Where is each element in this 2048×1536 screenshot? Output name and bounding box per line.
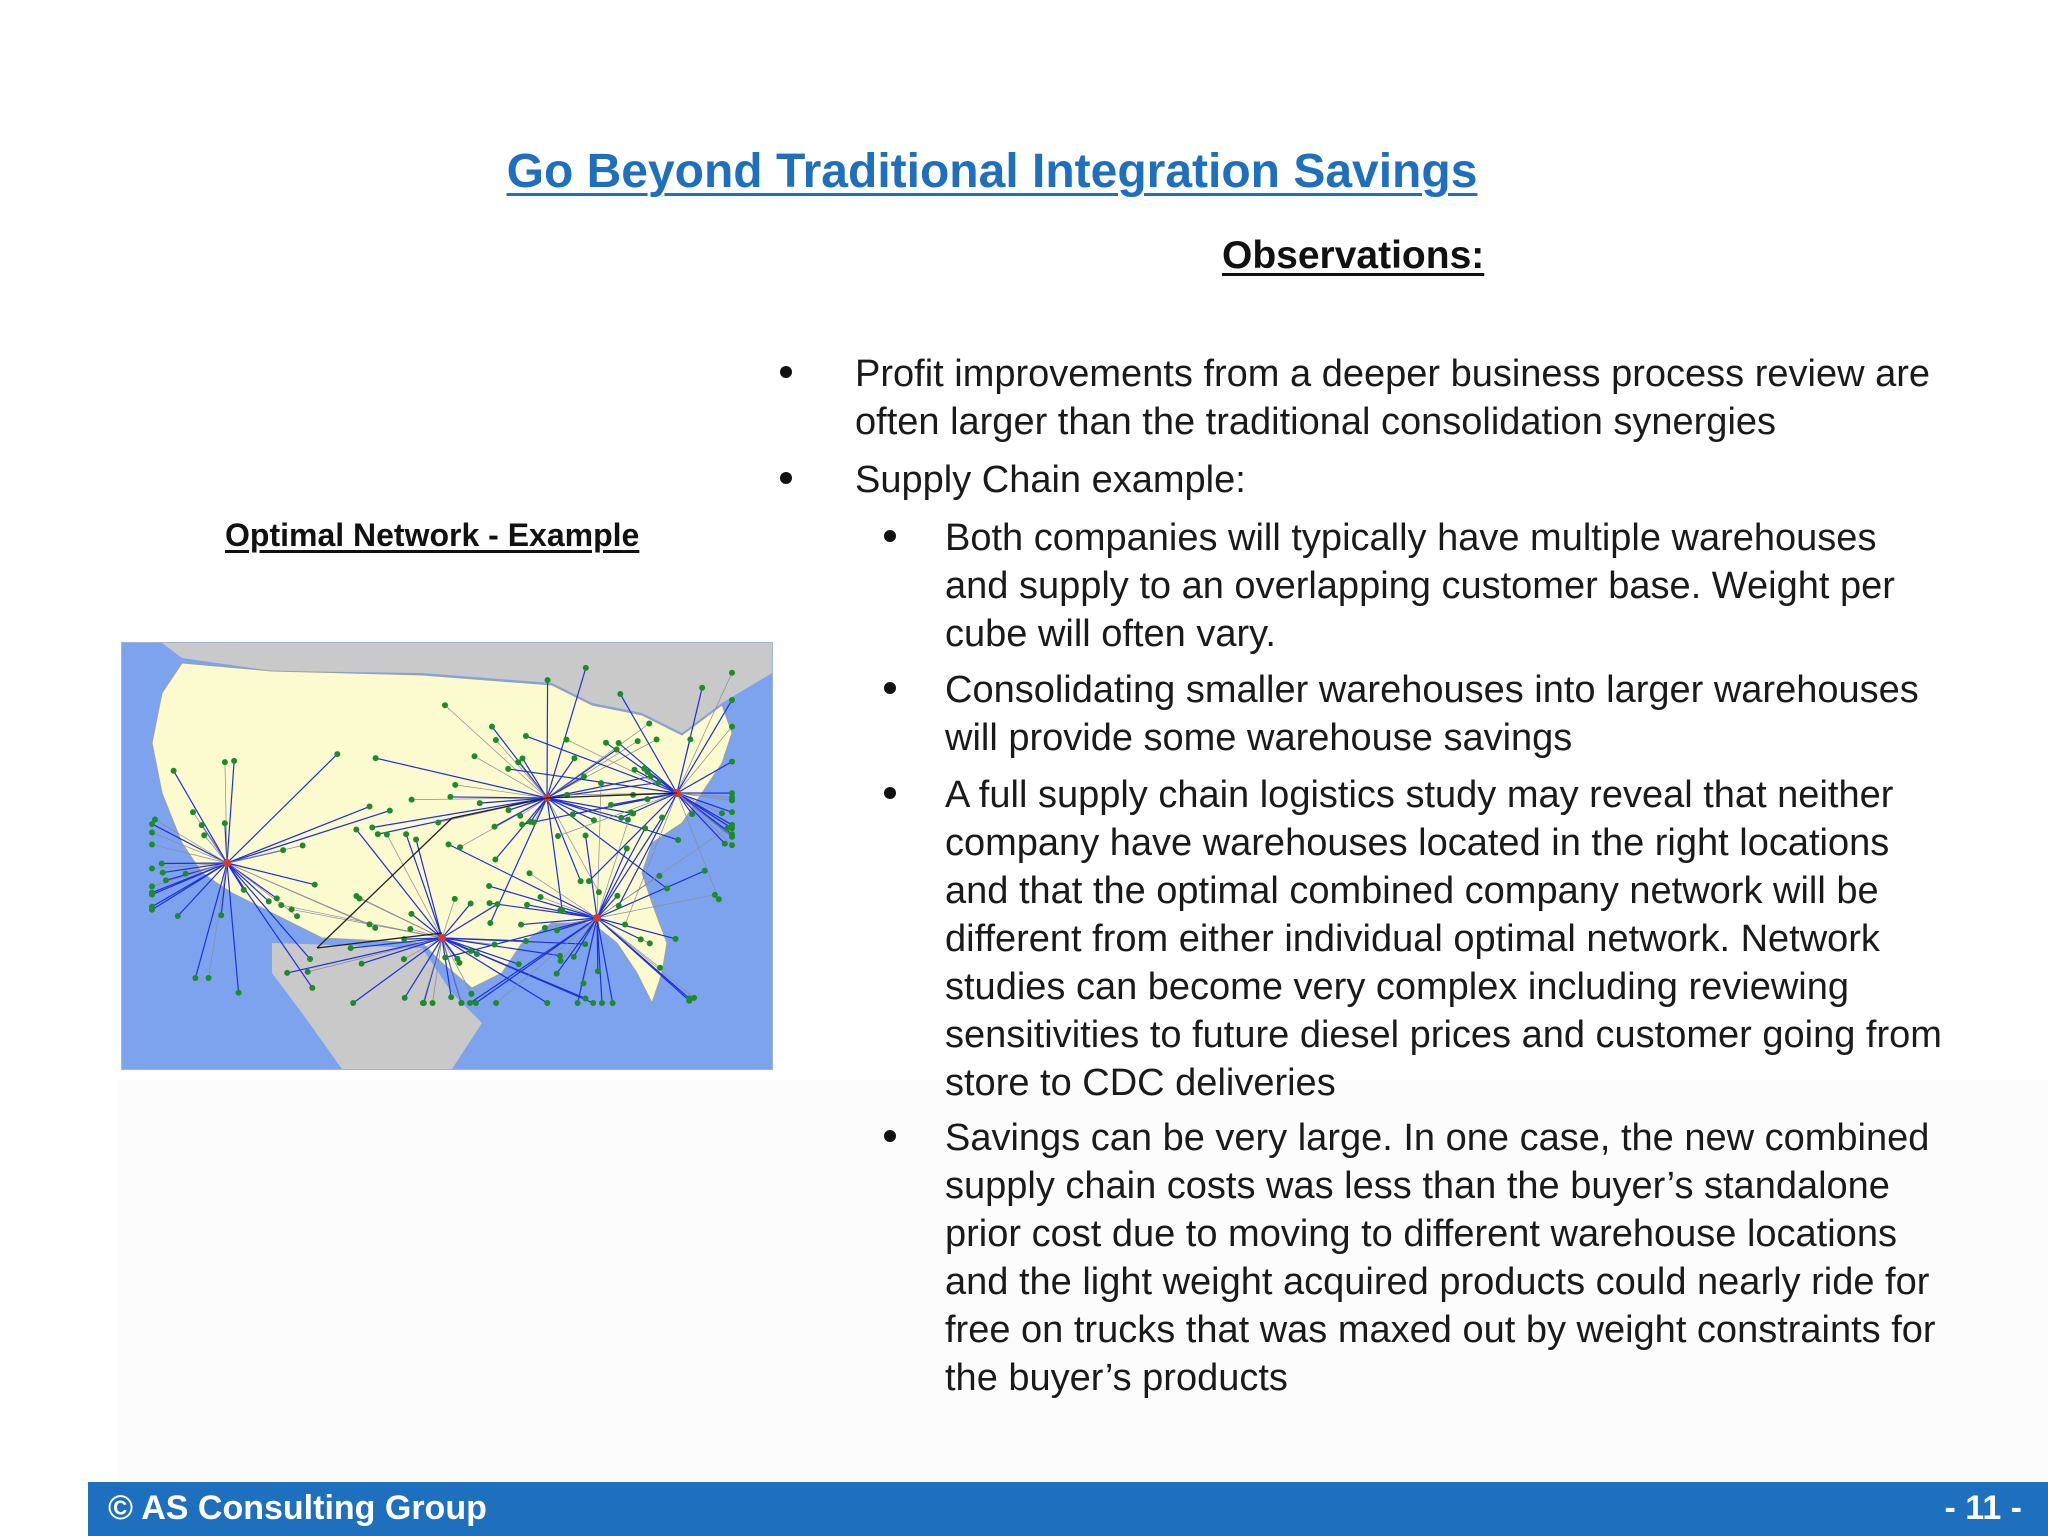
customer-point [367,804,373,810]
customer-point [149,841,155,847]
customer-point [644,796,650,802]
copyright-text: © AS Consulting Group [108,1489,487,1527]
bullet-item: Profit improvements from a deeper business process review are often larger than the traditional consolidation synergies [855,353,1931,443]
customer-point [493,737,499,743]
customer-point [603,740,609,746]
customer-point [575,1000,581,1006]
customer-point [729,670,735,676]
customer-point [435,820,441,826]
customer-point [625,817,631,823]
customer-point [493,1000,499,1006]
customer-point [300,842,306,848]
customer-point [457,844,463,850]
customer-point [583,832,589,838]
customer-point [538,894,544,900]
customer-point [673,936,679,942]
page-number: - 11 - [1944,1489,2022,1527]
customer-point [523,938,529,944]
customer-point [160,870,166,876]
customer-point [403,831,409,837]
customer-point [608,802,614,808]
customer-point [294,913,300,919]
bullet-dot [780,472,792,484]
customer-point [506,807,512,813]
customer-point [687,736,693,742]
sub-bullet-dot [884,1130,896,1142]
customer-point [729,825,735,831]
customer-point [563,737,569,743]
customer-point [430,1000,436,1006]
customer-point [719,810,725,816]
warehouse-point [223,859,231,867]
customer-point [555,833,561,839]
customer-point [494,901,500,907]
customer-point [284,970,290,976]
customer-point [716,896,722,902]
warehouse-point [593,914,601,922]
customer-point [647,940,653,946]
customer-point [554,971,560,977]
customer-point [722,841,728,847]
customer-point [369,824,375,830]
customer-point [524,902,530,908]
customer-point [278,902,284,908]
customer-point [373,755,379,761]
sub-bullet-item: A full supply chain logistics study may reveal that neither company have warehouses located in the right locations and that the optimal combined company network will be different from either individual optimal network. Network studies can become very complex including reviewing sensitivities to future diesel prices and customer going from store to CDC deliveries [945,774,1942,1104]
customer-point [159,860,165,866]
customer-point [686,995,692,1001]
customer-point [554,927,560,933]
customer-point [274,895,280,901]
customer-point [149,907,155,913]
customer-point [558,958,564,964]
customer-point [492,856,498,862]
observations-heading: Observations: [1222,234,1485,277]
customer-point [699,685,705,691]
customer-point [471,753,477,759]
customer-point [468,991,474,997]
customer-point [474,951,480,957]
customer-point [387,808,393,814]
sub-bullet-item: Consolidating smaller warehouses into larger warehouses will provide some warehouse savings [945,669,1919,759]
customer-point [664,885,670,891]
customer-point [407,926,413,932]
customer-point [614,893,620,899]
customer-point [454,956,460,962]
customer-point [622,921,628,927]
customer-point [468,948,474,954]
customer-point [442,702,448,708]
customer-point [586,878,592,884]
customer-point [654,737,660,743]
bullet-dot [780,366,792,378]
customer-point [545,677,551,683]
customer-point [527,819,533,825]
customer-point [190,809,196,815]
customer-point [492,824,498,830]
customer-point [359,961,365,967]
customer-point [468,900,474,906]
customer-point [505,766,511,772]
customer-point [582,941,588,947]
customer-point [616,903,622,909]
customer-point [581,774,587,780]
customer-point [489,724,495,730]
customer-point [689,811,695,817]
map-caption: Optimal Network - Example [225,517,640,553]
customer-point [266,898,272,904]
customer-point [305,969,311,975]
customer-point [624,846,630,852]
customer-point [350,1000,356,1006]
customer-point [171,768,177,774]
bullet-item: Supply Chain example: [855,459,1246,501]
customer-point [656,780,662,786]
customer-point [517,813,523,819]
customer-point [289,906,295,912]
customer-point [702,868,708,874]
sub-bullet-item: Savings can be very large. In one case, the new combined supply chain costs was less than the buyer’s standalone prior cost due to moving to different warehouse locations and the light weight acquired products could nearly ride for free on trucks that was maxed out by weight constraints for the buyer’s products [945,1117,1936,1399]
customer-point [518,922,524,928]
customer-point [307,956,313,962]
customer-point [236,990,242,996]
customer-point [199,822,205,828]
customer-point [218,912,224,918]
customer-point [616,740,622,746]
customer-point [657,965,663,971]
customer-point [628,810,634,816]
customer-point [413,836,419,842]
customer-point [591,817,597,823]
customer-point [231,758,237,764]
customer-point [348,945,354,951]
customer-point [598,780,604,786]
customer-point [571,755,577,761]
route-line [547,680,548,798]
customer-point [571,954,577,960]
customer-point [420,1000,426,1006]
customer-point [477,800,483,806]
customer-point [557,953,563,959]
customer-point [487,900,493,906]
customer-point [580,980,586,986]
sub-bullet-dot [884,682,896,694]
customer-point [401,956,407,962]
customer-point [149,883,155,889]
customer-point [614,746,620,752]
customer-point [149,865,155,871]
customer-point [448,994,454,1000]
customer-point [523,733,529,739]
customer-point [192,975,198,981]
sub-bullet-item: Both companies will typically have multiple warehouses and supply to an overlapping customer base. Weight per cube will often vary. [945,517,1895,655]
customer-point [467,1000,473,1006]
customer-point [452,896,458,902]
customer-point [241,887,247,893]
customer-point [201,832,207,838]
customer-point [372,925,378,931]
customer-point [582,995,588,1001]
warehouse-point [438,934,446,942]
customer-point [516,961,522,967]
customer-point [309,985,315,991]
customer-point [445,841,451,847]
customer-point [408,911,414,917]
customer-point [163,877,169,883]
customer-point [375,831,381,837]
customer-point [222,820,228,826]
customer-point [527,870,533,876]
customer-point [729,759,735,765]
customer-point [206,975,212,981]
customer-point [473,1000,479,1006]
customer-point [635,738,641,744]
customer-point [590,1000,596,1006]
customer-point [729,842,735,848]
customer-point [729,809,735,815]
customer-point [542,925,548,931]
customer-point [642,825,648,831]
network-map-image [121,642,773,1070]
customer-point [334,751,340,757]
customer-point [632,767,638,773]
customer-point [595,968,601,974]
customer-point [222,759,228,765]
customer-point [596,889,602,895]
customer-point [353,893,359,899]
customer-point [353,826,359,832]
customer-point [729,697,735,703]
customer-point [617,691,623,697]
customer-point [459,1000,465,1006]
customer-point [659,815,665,821]
customer-point [578,878,584,884]
customer-point [618,815,624,821]
customer-point [409,797,415,803]
customer-point [656,873,662,879]
customer-point [280,847,286,853]
customer-point [583,665,589,671]
customer-point [675,837,681,843]
customer-point [638,936,644,942]
customer-point [149,892,155,898]
footer-bar [88,1482,2048,1536]
customer-point [544,1000,550,1006]
sub-bullet-dot [884,530,896,542]
customer-point [447,794,453,800]
customer-point [442,955,448,961]
customer-point [492,941,498,947]
customer-point [487,920,493,926]
customer-point [175,913,181,919]
customer-point [729,834,735,840]
customer-point [729,795,735,801]
customer-point [367,921,373,927]
customer-point [729,724,735,730]
customer-point [486,883,492,889]
customer-point [570,811,576,817]
customer-point [644,769,650,775]
customer-point [610,1000,616,1006]
customer-point [384,832,390,838]
customer-point [402,995,408,1001]
customer-point [149,829,155,835]
customer-point [152,816,158,822]
slide-title: Go Beyond Traditional Integration Savings [506,145,1478,198]
customer-point [557,907,563,913]
customer-point [183,871,189,877]
customer-point [312,882,318,888]
customer-point [599,1000,605,1006]
customer-point [519,821,525,827]
customer-point [646,721,652,727]
customer-point [519,755,525,761]
customer-point [452,782,458,788]
sub-bullet-dot [884,787,896,799]
